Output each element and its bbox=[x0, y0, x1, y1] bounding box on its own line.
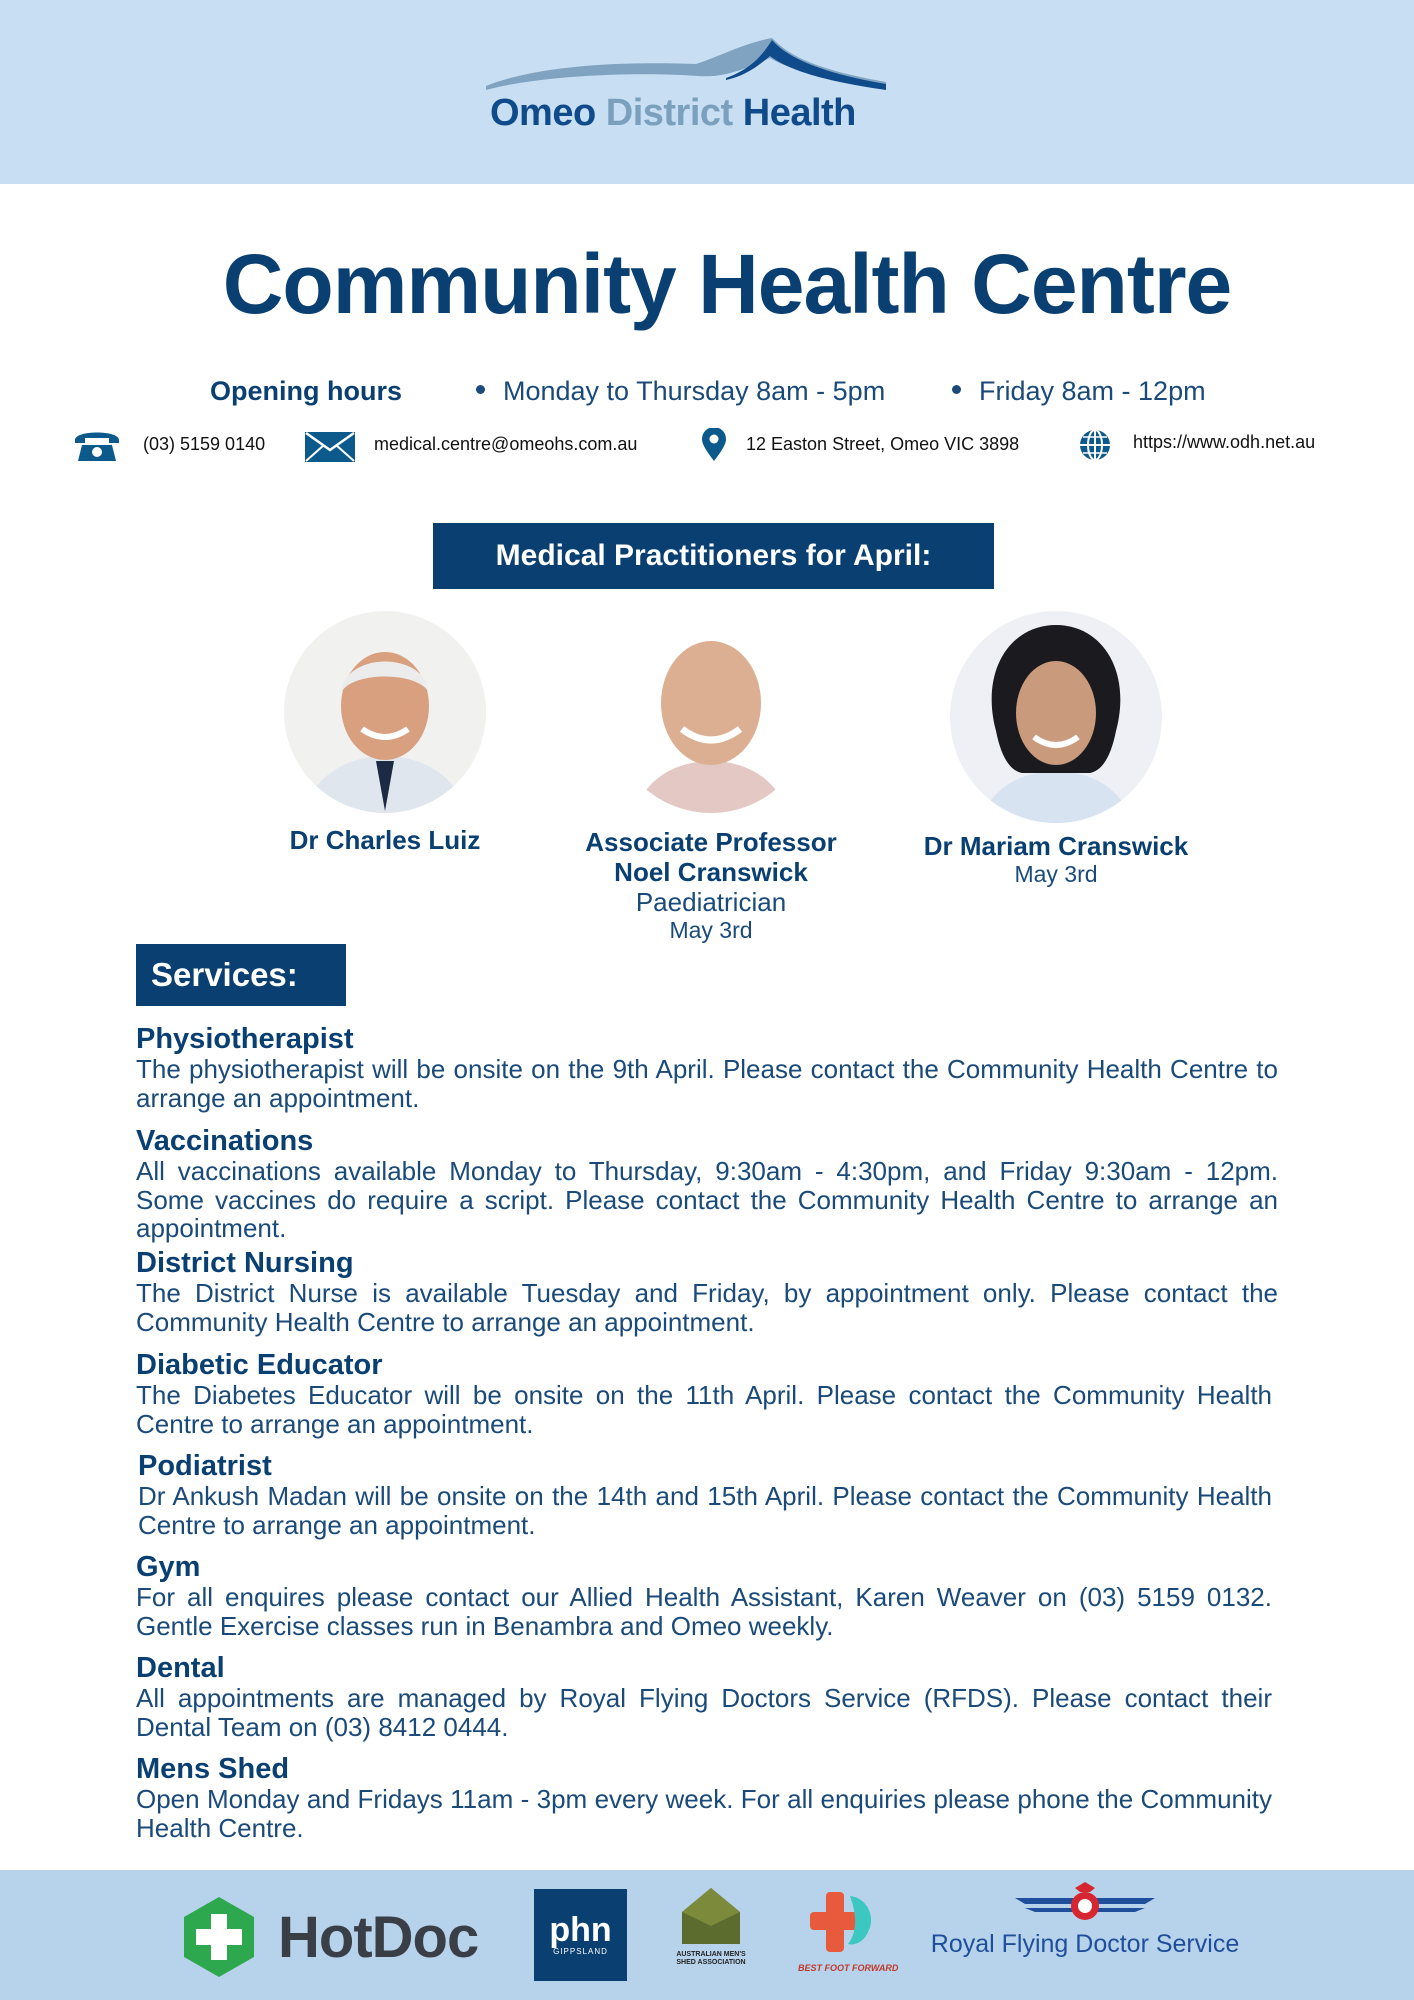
service-title: Vaccinations bbox=[136, 1125, 314, 1157]
bullet-icon bbox=[476, 385, 485, 394]
service-title: Physiotherapist bbox=[136, 1023, 354, 1055]
hours-item-friday bbox=[952, 376, 1206, 407]
logo-word-health: Health bbox=[742, 92, 856, 134]
service-podiatrist bbox=[138, 1450, 1272, 1539]
hotdoc-logo[interactable] bbox=[178, 1896, 518, 1982]
doctor-card-charles-luiz bbox=[283, 611, 487, 855]
rfds-logo[interactable] bbox=[930, 1882, 1240, 1982]
website-link[interactable]: https://www.odh.net.au bbox=[1133, 432, 1316, 452]
service-dental bbox=[136, 1652, 1272, 1741]
mens-shed-wordmark: AUSTRALIAN MEN'S SHED ASSOCIATION bbox=[676, 1951, 746, 1966]
service-title: Diabetic Educator bbox=[136, 1349, 383, 1381]
logo-text bbox=[490, 92, 856, 135]
services-heading: Services: bbox=[136, 944, 346, 1006]
service-diabetic-educator bbox=[136, 1349, 1272, 1438]
mens-shed-logo[interactable] bbox=[676, 1886, 746, 1982]
header-band bbox=[0, 0, 1414, 184]
mountain-icon bbox=[486, 34, 886, 94]
doctor-name-line2: Noel Cranswick bbox=[614, 857, 808, 887]
bullet-icon bbox=[952, 385, 961, 394]
page-title: Community Health Centre bbox=[222, 237, 1232, 331]
doctor-card-mariam-cranswick bbox=[896, 611, 1216, 887]
globe-icon bbox=[1078, 428, 1112, 462]
best-foot-forward-logo[interactable] bbox=[798, 1888, 898, 1982]
doctor-card-noel-cranswick bbox=[556, 611, 866, 943]
service-title: Mens Shed bbox=[136, 1753, 290, 1785]
service-title: Dental bbox=[136, 1652, 225, 1684]
hours-text: Monday to Thursday 8am - 5pm bbox=[503, 376, 886, 406]
doctor-date: May 3rd bbox=[669, 917, 753, 943]
avatar bbox=[610, 611, 812, 813]
street-address: 12 Easton Street, Omeo VIC 3898 bbox=[746, 434, 1020, 454]
rfds-wordmark: Royal Flying Doctor Service bbox=[930, 1930, 1240, 1958]
service-description: All appointments are managed by Royal Flying Doctors Service (RFDS). Please contact their Dental Team on (03) 8412 0444. bbox=[136, 1683, 1272, 1742]
doctor-name-line1: Associate Professor bbox=[585, 827, 837, 857]
practitioners-heading: Medical Practitioners for April: bbox=[433, 523, 994, 589]
service-gym bbox=[136, 1551, 1272, 1640]
phn-gippsland-logo[interactable] bbox=[534, 1889, 627, 1981]
service-title: Gym bbox=[136, 1551, 201, 1583]
phone-number[interactable]: (03) 5159 0140 bbox=[143, 434, 266, 454]
service-description: Open Monday and Fridays 11am - 3pm every week. For all enquiries please phone the Community Health Centre. bbox=[136, 1784, 1272, 1843]
doctor-name: Dr Mariam Cranswick bbox=[923, 831, 1189, 861]
hotdoc-wordmark: HotDoc bbox=[278, 1905, 479, 1970]
service-description: The District Nurse is available Tuesday and Friday, by appointment only. Please contact the Community Health Centre to arrange an appointment. bbox=[136, 1278, 1278, 1337]
service-description: For all enquires please contact our Allied Health Assistant, Karen Weaver on (03) 5159 0132. Gentle Exercise classes run in Benambra and Omeo weekly. bbox=[136, 1582, 1272, 1641]
service-description: All vaccinations available Monday to Thursday, 9:30am - 4:30pm, and Friday 9:30am - 12pm. Some vaccines do require a script. Please contact the Community Health Centre to arrange an appointment. bbox=[136, 1156, 1278, 1243]
avatar bbox=[284, 611, 486, 813]
hotdoc-cross-icon bbox=[178, 1896, 260, 1978]
omeo-district-health-logo[interactable] bbox=[486, 34, 886, 138]
logo-word-district: District bbox=[605, 92, 733, 134]
service-district-nursing bbox=[136, 1247, 1278, 1336]
contact-row bbox=[0, 428, 1414, 464]
email-icon bbox=[305, 432, 355, 462]
service-title: District Nursing bbox=[136, 1247, 354, 1279]
hours-item-weekdays bbox=[476, 376, 885, 407]
phn-region: GIPPSLAND bbox=[553, 1947, 608, 1956]
opening-hours bbox=[0, 376, 1414, 416]
shed-roof-icon bbox=[676, 1886, 746, 1946]
foot-icon bbox=[798, 1888, 898, 1958]
service-description: The Diabetes Educator will be onsite on the 11th April. Please contact the Community Health Centre to arrange an appointment. bbox=[136, 1380, 1272, 1439]
service-mens-shed bbox=[136, 1753, 1272, 1842]
footer-band bbox=[0, 1870, 1414, 2000]
email-address[interactable]: medical.centre@omeohs.com.au bbox=[374, 434, 638, 454]
avatar bbox=[950, 611, 1162, 823]
service-description: Dr Ankush Madan will be onsite on the 14th and 15th April. Please contact the Community Health Centre to arrange an appointment. bbox=[138, 1481, 1272, 1540]
bff-wordmark: BEST FOOT FORWARD bbox=[798, 1963, 899, 1973]
phn-wordmark: phn bbox=[549, 1911, 612, 1949]
rfds-wings-icon bbox=[930, 1882, 1240, 1930]
doctor-role: Paediatrician bbox=[635, 887, 787, 917]
service-description: The physiotherapist will be onsite on the 9th April. Please contact the Community Health Centre to arrange an appointment. bbox=[136, 1054, 1278, 1113]
service-title: Podiatrist bbox=[138, 1450, 272, 1482]
doctor-date: May 3rd bbox=[1014, 861, 1098, 887]
location-pin-icon bbox=[701, 428, 727, 462]
service-vaccinations bbox=[136, 1125, 1278, 1243]
service-physiotherapist bbox=[136, 1023, 1278, 1112]
opening-hours-label: Opening hours bbox=[210, 376, 402, 406]
doctor-name: Dr Charles Luiz bbox=[289, 825, 481, 855]
telephone-icon bbox=[72, 428, 122, 462]
hours-text: Friday 8am - 12pm bbox=[979, 376, 1206, 406]
logo-word-omeo: Omeo bbox=[490, 92, 596, 134]
